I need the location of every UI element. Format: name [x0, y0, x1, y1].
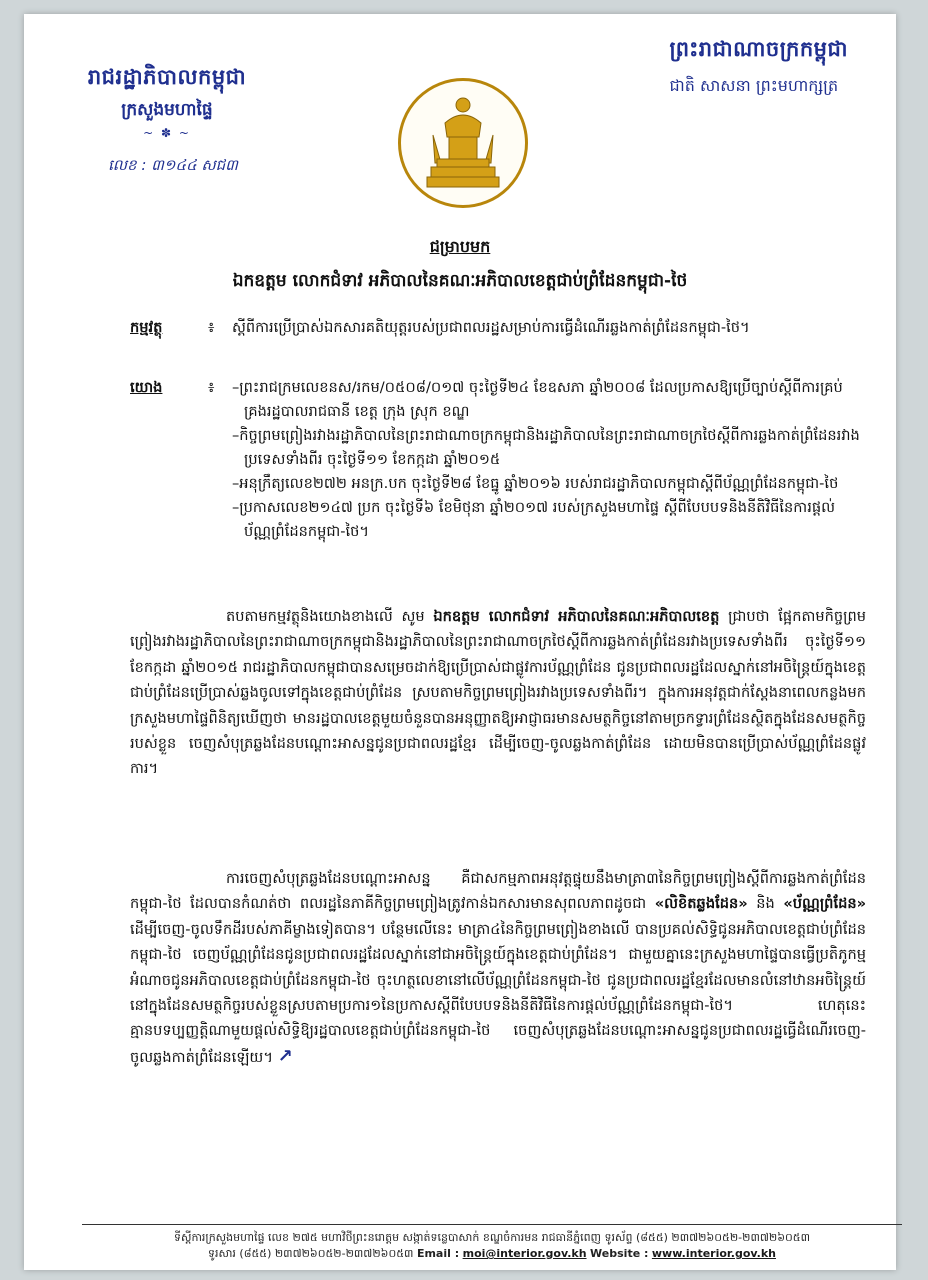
quote-conjunction: និង	[756, 895, 775, 913]
quote-border-pass: «ប័ណ្ណព្រំដែន»	[783, 895, 867, 913]
paragraph-one	[130, 604, 866, 782]
document-page	[24, 14, 896, 1270]
subject-colon: ៖	[208, 319, 215, 336]
subject-label: កម្មវត្ថុ	[130, 319, 163, 336]
recipient-name: ឯកឧត្តម លោកជំទាវ អភិបាលនៃគណៈអភិបាលខេត្តជាប់ព្រំដែនកម្ពុជា-ថៃ	[232, 271, 688, 291]
references-row	[130, 376, 860, 544]
subject-text: ស្តីពីការប្រើប្រាស់ឯកសារគតិយុត្តរបស់ប្រជាពលរដ្ឋសម្រាប់ការធ្វើដំណើរឆ្លងកាត់ព្រំដែនកម្ពុជា-ថៃ។	[232, 319, 750, 336]
kingdom-title: ព្រះរាជាណាចក្រកម្ពុជា	[669, 37, 848, 61]
footer-fax: ទូរសារ (៨៥៥) ២៣៧២៦០៥២-២៣៧២៦០៥៣	[207, 1247, 414, 1260]
initial-mark: ↗	[277, 1045, 293, 1067]
quote-passport: «លិខិតឆ្លងដែន»	[654, 895, 748, 913]
references-label: យោង	[130, 379, 163, 396]
kingdom-motto: ជាតិ សាសនា ព្រះមហាក្សត្រ	[669, 76, 839, 95]
website-label: Website :	[590, 1247, 649, 1260]
website-link[interactable]: www.interior.gov.kh	[651, 1247, 776, 1260]
references-colon: ៖	[208, 379, 215, 396]
footer	[82, 1230, 902, 1262]
paragraph-one-lead: តបតាមកម្មវត្ថុនិងយោងខាងលើ សូម	[226, 608, 425, 625]
ministry-name: ក្រសួងមហាផ្ទៃ	[121, 100, 213, 120]
subject-row	[130, 316, 860, 340]
paragraph-one-addressee: ឯកឧត្តម លោកជំទាវ អភិបាលនៃគណៈអភិបាលខេត្ត	[433, 608, 720, 625]
paragraph-two-body-end: ដើម្បីចេញ-ចូលទឹកដីរបស់ភាគីម្ខាងទៀតបាន។ បន្ថែមលើនេះ មាត្រា៤នៃកិច្ចព្រមព្រៀងខាងលើ បានប្រគល់សិទ្ធិជូនអភិបាលខេត្តជាប់ព្រំដែនកម្ពុជា-ថៃ ចេញប័ណ្ណព្រំដែនជូនប្រជាពលរដ្ឋដែលស្នាក់នៅជាអចិន្ត្រៃយ៍ក្នុងខេត្តជាប់ព្រំដែន។ ជាមួយគ្នានេះក្រសួងមហាផ្ទៃបានធ្វើប្រតិភូកម្មអំណាចជូនអភិបាលខេត្តជាប់ព្រំដែនកម្ពុជា-ថៃ ចុះហត្ថលេខានៅលើប័ណ្ណព្រំដែនកម្ពុជា-ថៃ ជូនប្រជាពលរដ្ឋខ្មែរដែលមានលំនៅឋានអចិន្ត្រៃយ៍នៅក្នុងដែនសមត្ថកិច្ចរបស់ខ្លួនស្របតាមប្រការ១នៃប្រកាសស្តីពីបែបបទនិងនីតិវិធីនៃការផ្តល់ប័ណ្ណព្រំដែនកម្ពុជា-ថៃ។ ហេតុនេះ គ្មានបទប្បញ្ញត្តិណាមួយផ្តល់សិទ្ធិឱ្យរដ្ឋបាលខេត្តជាប់ព្រំដែនកម្ពុជា-ថៃ ចេញសំបុត្រឆ្លងដែនបណ្តោះអាសន្នជូនប្រជាពលរដ្ឋធ្វើដំណើរចេញ-ចូលឆ្លងកាត់ព្រំដែនឡើយ។	[130, 920, 866, 1066]
reference-item: –ប្រកាសលេខ២១៤៧ ប្រក ចុះថ្ងៃទី៦ ខែមិថុនា ឆ្នាំ២០១៧ របស់ក្រសួងមហាផ្ទៃ ស្តីពីបែបបទនិងនីតិវិធីនៃការផ្តល់ប័ណ្ណព្រំដែនកម្ពុជា-ថៃ។	[232, 499, 835, 540]
reference-item: –អនុក្រឹត្យលេខ២៧២ អនក្រ.បក ចុះថ្ងៃទី២៨ ខែធ្នូ ឆ្នាំ២០១៦ របស់រាជរដ្ឋាភិបាលកម្ពុជាស្តីពីប័ណ្ណព្រំដែនកម្ពុជា-ថៃ	[232, 475, 839, 492]
government-name: រាជរដ្ឋាភិបាលកម្ពុជា	[87, 65, 247, 89]
paragraph-two-body-start: ការចេញសំបុត្រឆ្លងដែនបណ្តោះអាសន្ន គឺជាសកម្មភាពអនុវត្តផ្ទុយនឹងមាត្រា៣នៃកិច្ចព្រមព្រៀងស្តីពីការឆ្លងកាត់ព្រំដែនកម្ពុជា-ថៃ ដែលបានកំណត់ថា ពលរដ្ឋនៃភាគីកិច្ចព្រមព្រៀងត្រូវកាន់ឯកសារមានសុពលភាពដូចជា	[130, 870, 866, 913]
footer-divider	[82, 1224, 902, 1225]
email-label: Email :	[416, 1247, 460, 1260]
royal-emblem-icon	[398, 78, 528, 208]
reference-number: លេខ : ៣១៤៤ សជ៣	[108, 156, 238, 174]
reference-item: –ព្រះរាជក្រមលេខនស/រកម/០៥០៨/០១៧ ចុះថ្ងៃទី២៤ ខែឧសភា ឆ្នាំ២០០៨ ដែលប្រកាសឱ្យប្រើច្បាប់ស្តីពីការគ្រប់គ្រងរដ្ឋបាលរាជធានី ខេត្ត ក្រុង ស្រុក ខណ្ឌ	[232, 379, 843, 420]
salutation: ជម្រាបមក	[429, 237, 491, 256]
paragraph-two	[130, 866, 866, 1070]
recipient-block	[24, 236, 896, 295]
email-link[interactable]: moi@interior.gov.kh	[462, 1247, 587, 1260]
reference-item: –កិច្ចព្រមព្រៀងរវាងរដ្ឋាភិបាលនៃព្រះរាជាណាចក្រកម្ពុជានិងរដ្ឋាភិបាលនៃព្រះរាជាណាចក្រថៃស្តីពីការឆ្លងកាត់ព្រំដែនរវាងប្រទេសទាំងពីរ ចុះថ្ងៃទី១១ ខែកក្កដា ឆ្នាំ២០១៥	[232, 427, 860, 468]
ornament-divider: ~ ✽ ~	[143, 126, 191, 140]
issuer-block	[72, 64, 262, 140]
footer-contact	[82, 1246, 902, 1262]
kingdom-heading	[669, 36, 848, 99]
paragraph-one-body: ជ្រាបថា ផ្អែកតាមកិច្ចព្រមព្រៀងរវាងរដ្ឋាភិបាលនៃព្រះរាជាណាចក្រកម្ពុជានិងរដ្ឋាភិបាលនៃព្រះរាជាណាចក្រថៃស្តីពីការឆ្លងកាត់ព្រំដែនរវាងប្រទេសទាំងពីរ ចុះថ្ងៃទី១១ ខែកក្កដា ឆ្នាំ២០១៥ រាជរដ្ឋាភិបាលកម្ពុជាបានសម្រេចដាក់ឱ្យប្រើប្រាស់ជាផ្លូវការប័ណ្ណព្រំដែន ជូនប្រជាពលរដ្ឋដែលស្នាក់នៅអចិន្ត្រៃយ៍ក្នុងខេត្តជាប់ព្រំដែនប្រើប្រាស់ឆ្លងចូលទៅក្នុងខេត្តជាប់ព្រំដែន ស្របតាមកិច្ចព្រមព្រៀងរវាងប្រទេសទាំងពីរ។ ក្នុងការអនុវត្តជាក់ស្តែងនាពេលកន្លងមក ក្រសួងមហាផ្ទៃពិនិត្យឃើញថា មានរដ្ឋបាលខេត្តមួយចំនួនបានអនុញ្ញាតឱ្យអាជ្ញាធរមានសមត្ថកិច្ចនៅតាមច្រកទ្វារព្រំដែនស្ថិតក្នុងដែនសមត្ថកិច្ចរបស់ខ្លួន ចេញសំបុត្រឆ្លងដែនបណ្តោះអាសន្នជូនប្រជាពលរដ្ឋខ្មែរ ដើម្បីចេញ-ចូលឆ្លងកាត់ព្រំដែន ដោយមិនបានប្រើប្រាស់ប័ណ្ណព្រំដែនផ្លូវការ។	[130, 608, 867, 778]
footer-address: ទីស្តីការក្រសួងមហាផ្ទៃ លេខ ២៧៥ មហាវិថីព្រះនរោត្តម សង្កាត់ទន្លេបាសាក់ ខណ្ឌចំការមន រាជធានីភ្នំពេញ ទូរស័ព្ទ (៨៥៥) ២៣៧២៦០៥២-២៣៧២៦០៥៣	[174, 1231, 810, 1244]
references-list	[232, 376, 860, 544]
